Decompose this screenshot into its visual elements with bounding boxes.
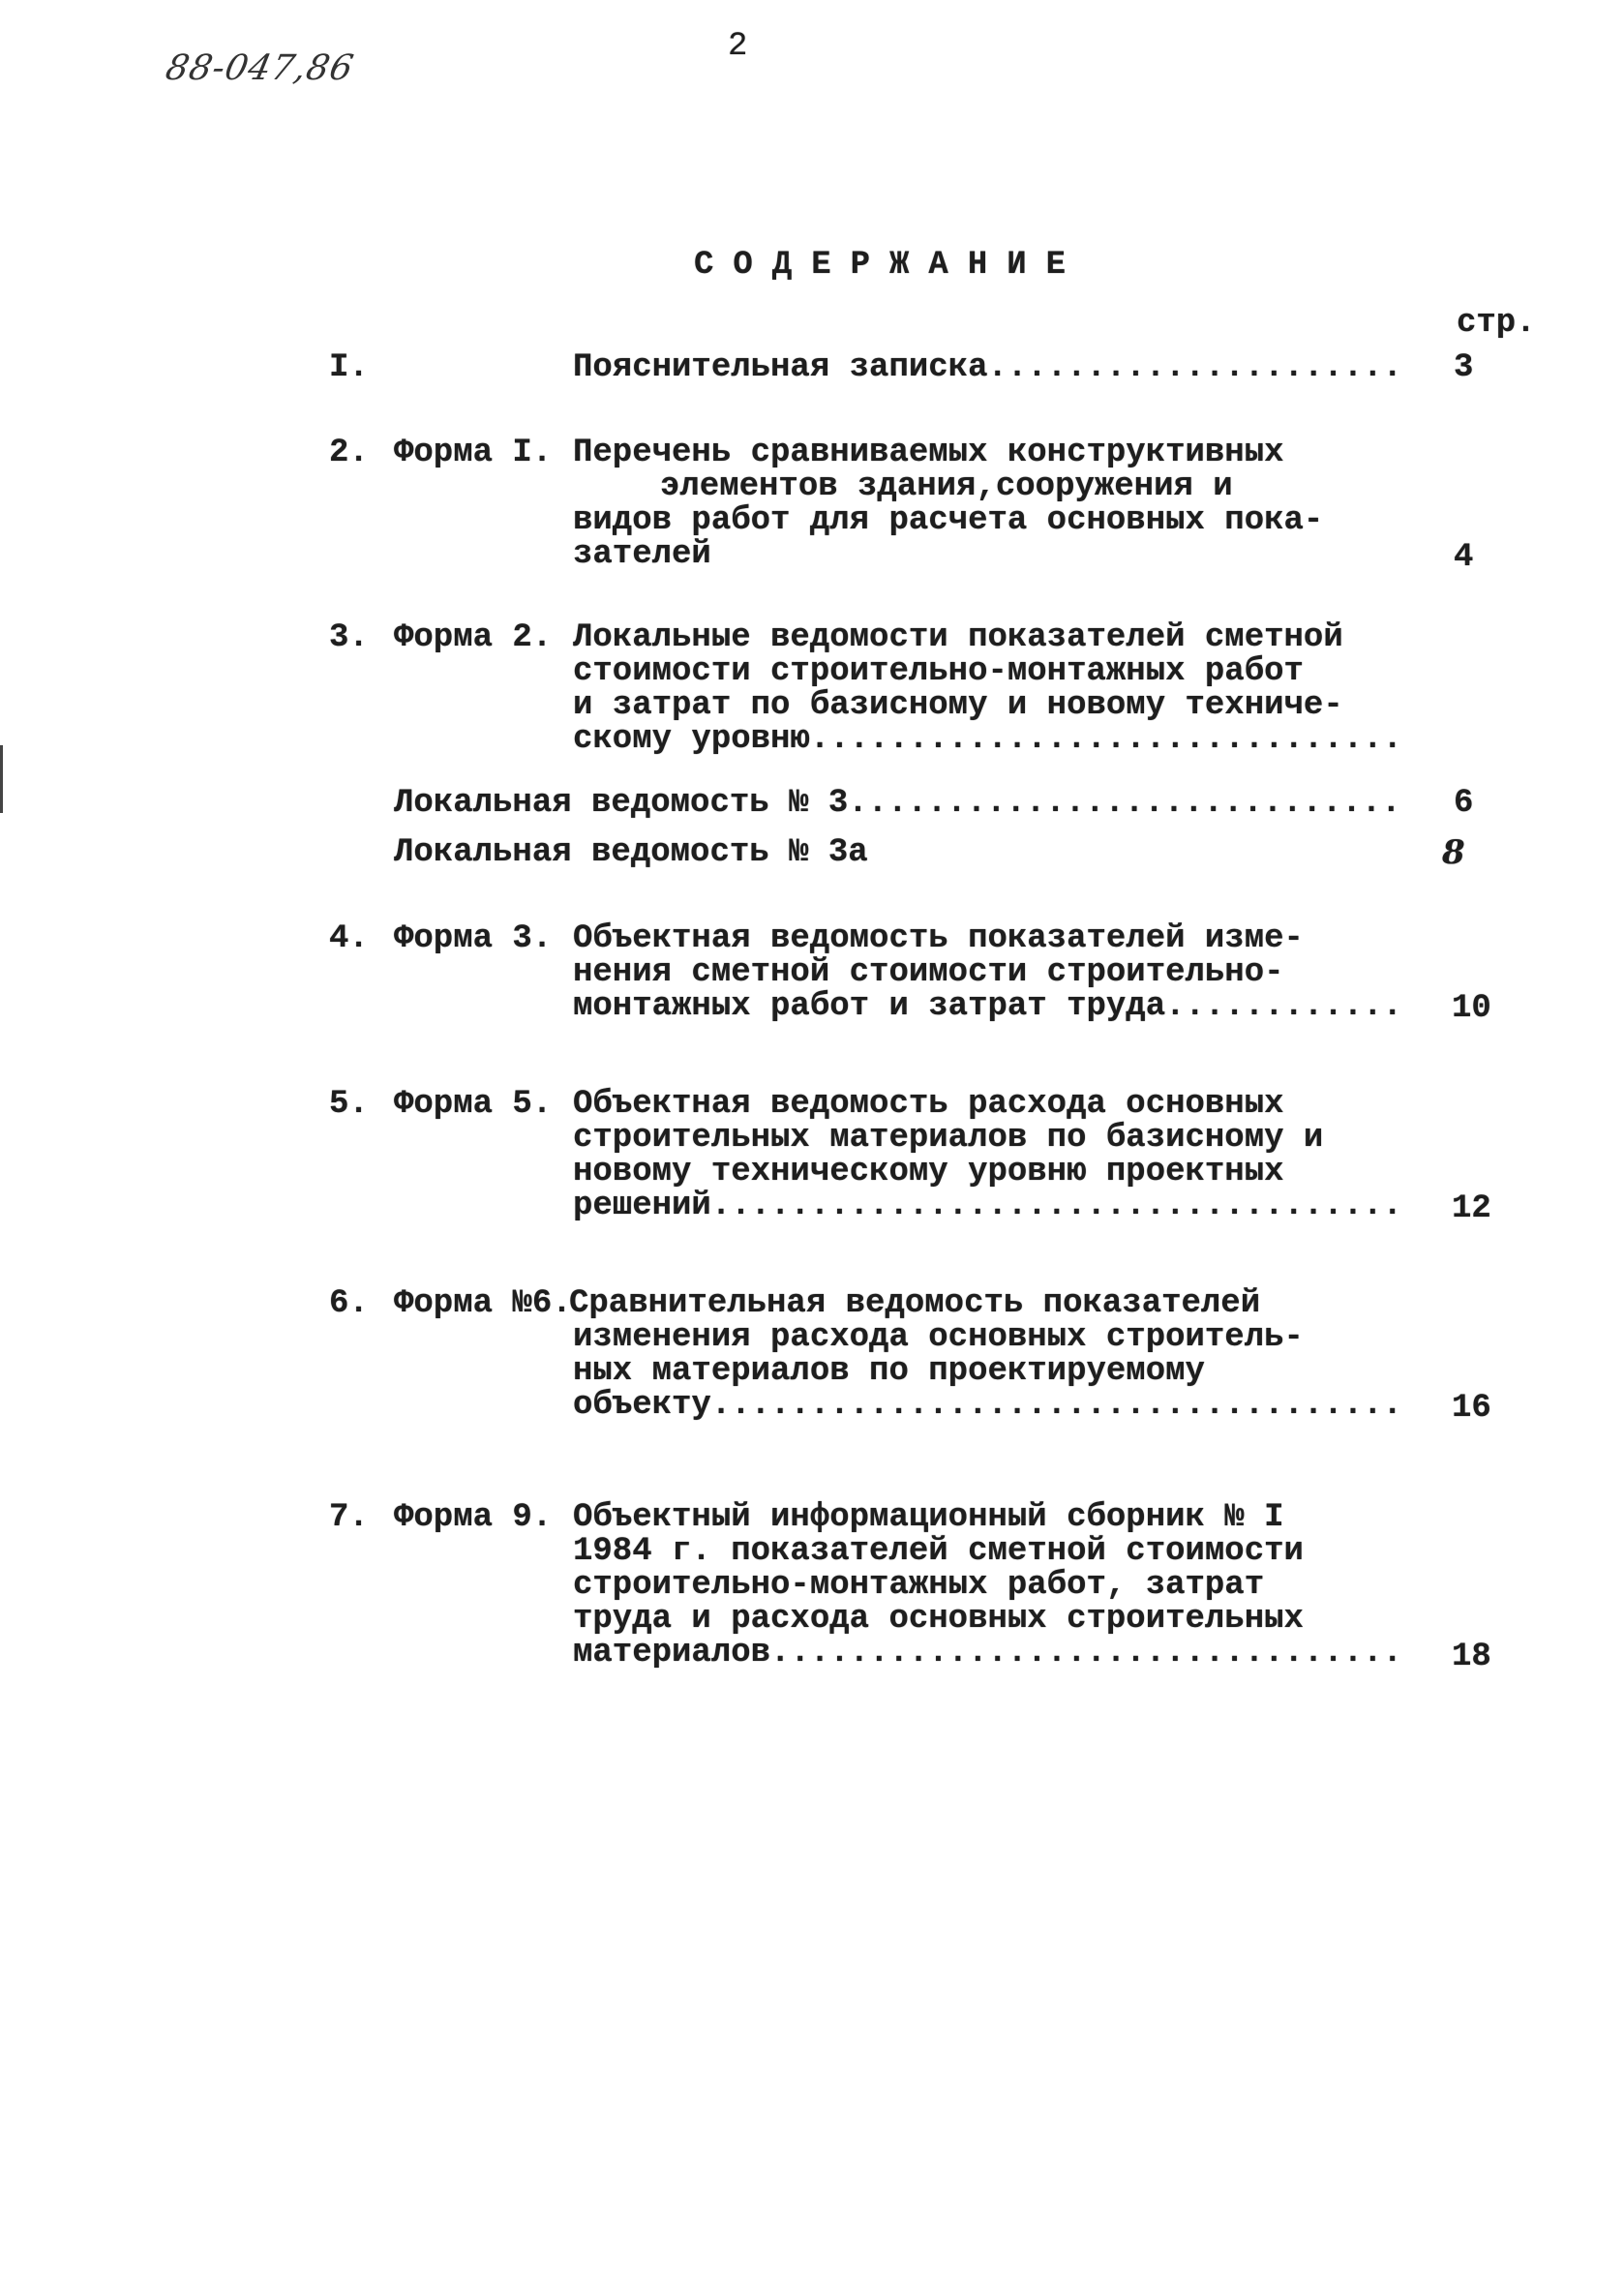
entry-line: [573, 688, 1396, 723]
entry-page-number: 4: [1454, 539, 1474, 576]
entry-line: [573, 350, 1396, 385]
entry-form: Форма 3.: [394, 920, 553, 957]
entry-line: [573, 1568, 1396, 1603]
entry-number: 5.: [329, 1086, 369, 1123]
entry-line: [573, 1354, 1396, 1389]
entry-line: [573, 1388, 1396, 1423]
entry-line: [573, 436, 1396, 470]
entry-line: [573, 989, 1396, 1024]
entry-line: [573, 1320, 1396, 1355]
entry-page-number: 12: [1452, 1190, 1491, 1227]
entry-line-text: строительно-монтажных работ, затрат: [573, 1567, 1265, 1604]
entry-line-text: 1984 г. показателей сметной стоимости: [573, 1533, 1304, 1570]
entry-line-text: решений: [573, 1188, 711, 1224]
entry-form: Форма 2.: [394, 619, 553, 656]
entry-form: Форма 5.: [394, 1086, 553, 1123]
entry-line-text: новому техническому уровню проектных: [573, 1154, 1284, 1190]
entry-line: [573, 1087, 1396, 1122]
entry-line-text: стоимости строительно-монтажных работ: [573, 653, 1304, 690]
entry-line-text: Локальная ведомость № 3: [394, 785, 849, 822]
page-title: СОДЕРЖАНИЕ: [694, 247, 1086, 284]
entry-line-text: Объектная ведомость показателей изме-: [573, 920, 1304, 957]
dot-leader: [848, 786, 1396, 821]
entry-line-text: Перечень сравниваемых конструктивных: [573, 435, 1284, 471]
entry-page-number: 6: [1454, 785, 1474, 822]
entry-line-text: Объектный информационный сборник № I: [573, 1499, 1284, 1536]
entry-line-text: монтажных работ и затрат труда: [573, 988, 1166, 1025]
entry-line: [573, 537, 1396, 572]
entry-line: [573, 722, 1396, 757]
entry-line-text: Локальные ведомости показателей сметной: [573, 619, 1343, 656]
entry-line: [573, 654, 1396, 689]
page-column-label: стр.: [1457, 305, 1536, 342]
entry-line: [573, 921, 1396, 956]
entry-form: Форма 9.: [394, 1499, 553, 1536]
entry-line-text: объекту: [573, 1387, 711, 1424]
entry-line-text: Объектная ведомость расхода основных: [573, 1086, 1284, 1123]
entry-line: [573, 1636, 1396, 1671]
entry-line: [569, 1286, 1396, 1321]
entry-line-text: Пояснительная записка: [573, 349, 988, 386]
entry-page-number: 18: [1452, 1639, 1491, 1675]
entry-line: [573, 955, 1396, 990]
entry-page-number: 3: [1454, 349, 1474, 386]
entry-line: [573, 1121, 1396, 1156]
entry-number: 2.: [329, 435, 369, 471]
entry-line-text: ных материалов по проектируемому: [573, 1353, 1205, 1390]
dot-leader: [1165, 989, 1396, 1024]
entry-line: [394, 786, 1396, 821]
entry-page-number: 16: [1452, 1390, 1491, 1427]
dot-leader: [711, 1388, 1396, 1423]
entry-line: [573, 1189, 1396, 1223]
entry-number: I.: [329, 349, 369, 386]
entry-number: 7.: [329, 1499, 369, 1536]
entry-line-text: и затрат по базисному и новому техниче-: [573, 687, 1343, 724]
entry-line-text: нения сметной стоимости строительно-: [573, 954, 1284, 991]
dot-leader: [987, 350, 1396, 385]
entry-line: [573, 1602, 1396, 1637]
entry-line: [573, 1155, 1396, 1189]
entry-line: [660, 469, 1396, 504]
handwritten-code: 88-047,86: [162, 48, 358, 88]
entry-line-text: зателей: [573, 536, 711, 573]
entry-line-text: изменения расхода основных строитель-: [573, 1319, 1304, 1356]
entry-line-text: строительных материалов по базисному и: [573, 1120, 1324, 1157]
entry-form: Форма I.: [394, 435, 553, 471]
entry-line: [573, 1500, 1396, 1535]
page-number: 2: [728, 28, 748, 65]
entry-number: 4.: [329, 920, 369, 957]
entry-line-text: труда и расхода основных строительных: [573, 1601, 1304, 1638]
dot-leader: [770, 1636, 1396, 1671]
entry-line-text: материалов: [573, 1635, 771, 1671]
entry-line: [573, 503, 1396, 538]
entry-line-text: Сравнительная ведомость показателей: [569, 1285, 1261, 1322]
entry-line-text: скому уровню: [573, 721, 810, 758]
dot-leader: [810, 722, 1396, 757]
entry-form: Форма №6.: [394, 1285, 572, 1322]
entry-line: [394, 835, 1396, 870]
entry-line: [573, 620, 1396, 655]
entry-line-text: Локальная ведомость № 3а: [394, 834, 868, 871]
entry-line-text: элементов здания,сооружения и: [660, 468, 1233, 505]
scan-artifact: [0, 745, 3, 813]
entry-page-number: 8: [1442, 833, 1465, 872]
entry-line-text: видов работ для расчета основных пока-: [573, 502, 1324, 539]
entry-line: [573, 1534, 1396, 1569]
entry-number: 3.: [329, 619, 369, 656]
entry-number: 6.: [329, 1285, 369, 1322]
entry-page-number: 10: [1452, 990, 1491, 1027]
dot-leader: [711, 1189, 1396, 1223]
